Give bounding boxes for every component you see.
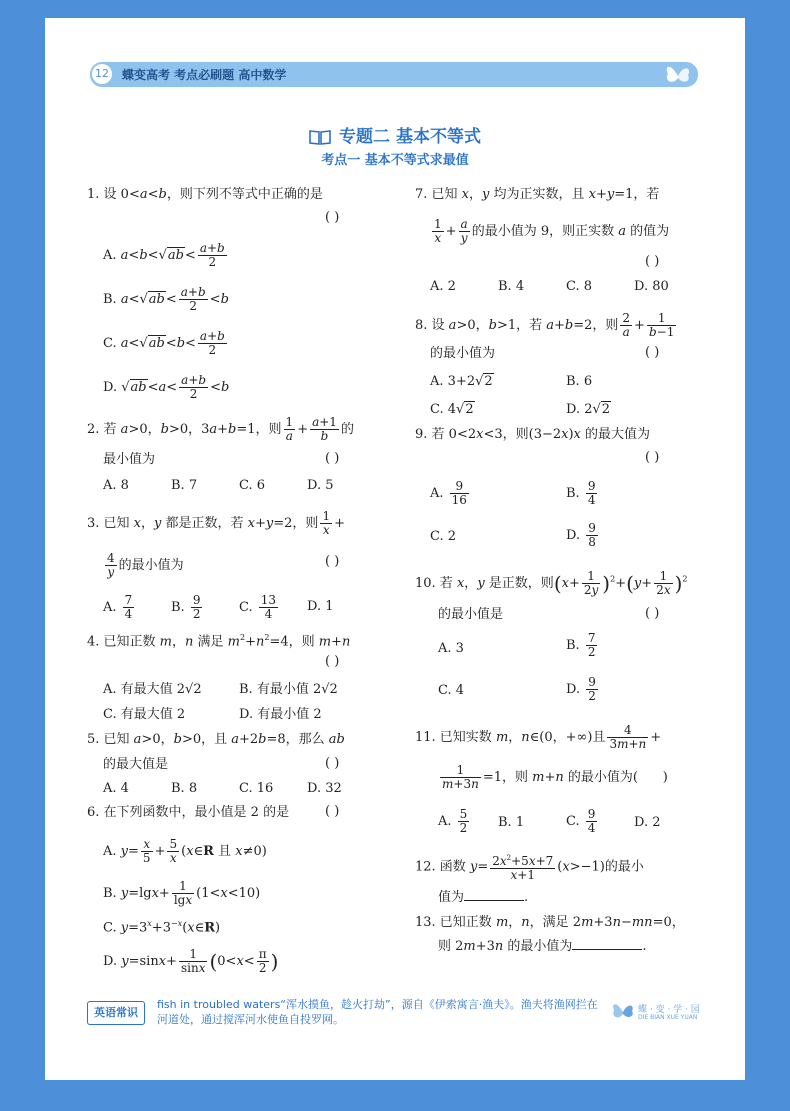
q9-option-d: D. $\frac{9}{8}$ bbox=[566, 521, 596, 549]
answer-bracket: ( ) bbox=[325, 210, 340, 225]
q3-option-a: A. $\frac{7}{4}$ bbox=[103, 593, 133, 621]
q6-option-b: B. y=lgx+ $\frac{1}{\lg x}$ (1<x<10) bbox=[103, 879, 261, 907]
q4-option-b: B. 有最小值 2√2 bbox=[239, 682, 338, 697]
answer-bracket: ( ) bbox=[325, 804, 340, 819]
question-13: 13. 已知正数 m，n，满足 2m+3n−mn=0， bbox=[415, 915, 685, 930]
q2-option-c: C. 6 bbox=[239, 478, 266, 493]
english-tip-label: 英语常识 bbox=[87, 1001, 145, 1025]
answer-blank[interactable] bbox=[464, 900, 524, 901]
question-5: 5. 已知 a>0，b>0，且 a+2b=8，那么 ab bbox=[87, 732, 345, 747]
q7-option-c: C. 8 bbox=[566, 279, 593, 294]
butterfly-logo-icon bbox=[611, 1000, 635, 1022]
header-title: 蝶变高考 考点必刷题 高中数学 bbox=[122, 68, 287, 82]
q2-option-a: A. 8 bbox=[103, 478, 129, 493]
question-7-line2: $\frac{1}{x}$ + $\frac{a}{y}$ 的最小值为 9，则正实数 a 的值为 bbox=[434, 217, 670, 245]
answer-bracket: ( ) bbox=[325, 654, 340, 669]
question-9: 9. 若 0<2x<3，则(3−2x)x 的最大值为 bbox=[415, 427, 651, 442]
q8-option-b: B. 6 bbox=[566, 374, 593, 389]
topic-title bbox=[45, 122, 745, 147]
question-6: 6. 在下列函数中，最小值是 2 的是 bbox=[87, 805, 290, 820]
q1-option-b: B. a<√ab< $\frac{a+b}{2}$ <b bbox=[103, 285, 229, 313]
question-3: 3. 已知 x，y 都是正数，若 x+y=2，则 $\frac{1}{x}$ + bbox=[87, 509, 345, 537]
q9-option-c: C. 2 bbox=[430, 529, 457, 544]
answer-bracket: ( ) bbox=[325, 756, 340, 771]
question-4: 4. 已知正数 m，n 满足 $m^2+n^2=4$，则 m+n bbox=[87, 633, 351, 650]
answer-blank[interactable] bbox=[572, 949, 642, 950]
answer-bracket: ( ) bbox=[325, 554, 340, 569]
question-1: 1. 设 0<a<b，则下列不等式中正确的是 bbox=[87, 187, 323, 202]
answer-bracket: ( ) bbox=[325, 451, 340, 466]
q2-option-b: B. 7 bbox=[171, 478, 198, 493]
logo-chinese: 蝶 · 变 · 学 · 园 bbox=[638, 1005, 700, 1015]
topic-title-text: 专题二 基本不等式 bbox=[339, 127, 481, 147]
q5-option-c: C. 16 bbox=[239, 781, 274, 796]
q7-option-d: D. 80 bbox=[634, 279, 669, 294]
q5-option-b: B. 8 bbox=[171, 781, 198, 796]
q11-option-d: D. 2 bbox=[634, 815, 661, 830]
question-3-line2: $\frac{4}{y}$ 的最小值为 bbox=[107, 551, 184, 579]
question-2-line2: 最小值为 bbox=[103, 452, 156, 467]
q7-option-b: B. 4 bbox=[498, 279, 525, 294]
question-8-line2: 的最小值为 bbox=[430, 346, 496, 361]
q6-option-a: A. y= $\frac{x}{5}$ + $\frac{5}{x}$ (x∈R 且 x≠0) bbox=[103, 837, 267, 865]
question-10-line2: 的最小值是 bbox=[438, 607, 504, 622]
q9-option-a: A. $\frac{9}{16}$ bbox=[430, 479, 467, 507]
q2-option-d: D. 5 bbox=[307, 478, 334, 493]
english-tip-text: fish in troubled waters“浑水摸鱼，趁火打劫”，源自《伊索寓言·渔夫》。渔夫将渔网拦在河道处，通过搅浑河水使鱼自投罗网。 bbox=[157, 998, 598, 1026]
question-10: 10. 若 x，y 是正数，则(x+ $\frac{1}{2y}$ )$^2$+(y+ $\frac{1}{2x}$ )$^2$ bbox=[415, 569, 688, 597]
q6-option-d: D. y=sinx+ $\frac{1}{\sin x}$ (0<x< $\frac{\pi}{2}$ ) bbox=[103, 947, 279, 975]
page bbox=[45, 18, 745, 1080]
question-12: 12. 函数 y= $\frac{2x^2+5x+7}{x+1}$ (x>−1)的最小 bbox=[415, 854, 644, 882]
subtopic-title: 考点一 基本不等式求最值 bbox=[321, 153, 469, 168]
q4-option-a: A. 有最大值 2√2 bbox=[103, 682, 202, 697]
page-header bbox=[90, 62, 698, 87]
answer-bracket: ( ) bbox=[645, 606, 660, 621]
question-7: 7. 已知 x，y 均为正实数，且 x+y=1，若 bbox=[415, 187, 660, 202]
q10-option-a: A. 3 bbox=[438, 641, 464, 656]
q3-option-b: B. $\frac{9}{2}$ bbox=[171, 593, 201, 621]
q4-option-c: C. 有最大值 2 bbox=[103, 707, 186, 722]
q11-option-b: B. 1 bbox=[498, 815, 525, 830]
question-5-line2: 的最大值是 bbox=[103, 757, 169, 772]
answer-bracket: ( ) bbox=[645, 450, 660, 465]
q8-option-d: D. 2√2 bbox=[566, 402, 611, 417]
question-11: 11. 已知实数 m，n∈(0，+∞)且 $\frac{4}{3m+n}$ + bbox=[415, 723, 662, 751]
q10-option-d: D. $\frac{9}{2}$ bbox=[566, 675, 596, 703]
q4-option-d: D. 有最小值 2 bbox=[239, 707, 322, 722]
q3-option-d: D. 1 bbox=[307, 599, 334, 614]
q5-option-d: D. 32 bbox=[307, 781, 342, 796]
answer-bracket: ( ) bbox=[645, 254, 660, 269]
q10-option-c: C. 4 bbox=[438, 683, 465, 698]
question-11-line2: $\frac{1}{m+3n}$ =1，则 m+n 的最小值为( ) bbox=[442, 763, 668, 791]
q1-option-a: A. a<b<√ab< $\frac{a+b}{2}$ bbox=[103, 241, 225, 269]
q11-option-c: C. $\frac{9}{4}$ bbox=[566, 807, 596, 835]
question-13-line2: 则 2m+3n 的最小值为 . bbox=[438, 939, 647, 954]
q1-option-c: C. a<√ab<b< $\frac{a+b}{2}$ bbox=[103, 329, 225, 357]
q1-option-d: D. √ab<a< $\frac{a+b}{2}$ <b bbox=[103, 373, 230, 401]
answer-bracket: ( ) bbox=[645, 345, 660, 360]
question-2: 2. 若 a>0，b>0，3a+b=1，则 $\frac{1}{a}$ + $\frac{a+1}{b}$ 的 bbox=[87, 415, 354, 443]
q9-option-b: B. $\frac{9}{4}$ bbox=[566, 479, 596, 507]
q7-option-a: A. 2 bbox=[430, 279, 456, 294]
page-number: 12 bbox=[92, 64, 112, 84]
q6-option-c: C. $y=3^x+3^{-x}(x\in R)$ bbox=[103, 919, 221, 936]
q8-option-a: A. 3+2√2 bbox=[430, 374, 493, 389]
q8-option-c: C. 4√2 bbox=[430, 402, 474, 417]
q3-option-c: C. $\frac{13}{4}$ bbox=[239, 593, 277, 621]
q10-option-b: B. $\frac{7}{2}$ bbox=[566, 631, 596, 659]
logo-english: DIE BIAN XUE YUAN bbox=[638, 1014, 698, 1021]
question-8: 8. 设 a>0，b>1，若 a+b=2，则 $\frac{2}{a}$ + $\frac{1}{b-1}$ bbox=[415, 311, 675, 339]
book-icon bbox=[309, 129, 331, 145]
q5-option-a: A. 4 bbox=[103, 781, 129, 796]
butterfly-icon bbox=[664, 62, 692, 87]
q11-option-a: A. $\frac{5}{2}$ bbox=[438, 807, 468, 835]
question-12-line2: 值为 . bbox=[438, 890, 529, 905]
